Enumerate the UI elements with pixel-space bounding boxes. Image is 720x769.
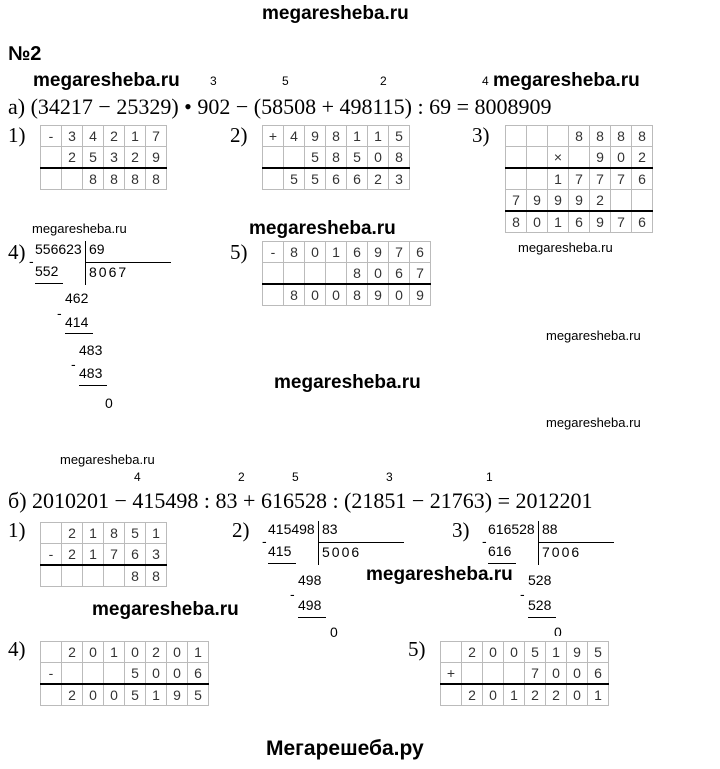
division-line — [65, 333, 93, 334]
grid-cell: 1 — [546, 642, 567, 663]
grid-cell: 2 — [462, 642, 483, 663]
step-label: 3) — [452, 518, 470, 542]
grid-cell: 8 — [284, 284, 305, 306]
grid-cell: 2 — [546, 684, 567, 706]
grid-cell: 2 — [62, 642, 83, 663]
grid-cell: 9 — [548, 190, 569, 212]
watermark: megaresheba.ru — [366, 564, 513, 585]
step-label: 4) — [8, 240, 26, 264]
division-line — [538, 521, 539, 565]
grid-cell: 1 — [588, 684, 609, 706]
division-line — [528, 617, 556, 618]
step-label: 5) — [408, 637, 426, 661]
grid-cell: 8 — [569, 126, 590, 147]
grid-cell — [41, 684, 62, 706]
grid-a5 — [262, 241, 431, 306]
grid-cell: 9 — [305, 126, 326, 147]
division-line — [488, 563, 516, 564]
grid-cell: 7 — [611, 211, 632, 233]
grid-cell — [83, 565, 104, 587]
equation-a: а) (34217 − 25329) • 902 − (58508 + 498115) : 69 = 8008909 — [8, 94, 552, 119]
grid-cell: 5 — [83, 147, 104, 169]
grid-cell: 0 — [368, 147, 389, 169]
grid-cell: 6 — [389, 263, 410, 285]
grid-cell: 9 — [590, 147, 611, 169]
grid-b1 — [40, 522, 167, 587]
order-mark: 2 — [238, 470, 245, 484]
grid-cell: 3 — [389, 168, 410, 190]
grid-cell — [284, 147, 305, 169]
grid-cell: 0 — [167, 642, 188, 663]
watermark-small: megaresheba.ru — [546, 328, 641, 343]
grid-cell — [527, 147, 548, 169]
grid-cell — [104, 565, 125, 587]
grid-cell: 1 — [188, 642, 209, 663]
division-value: 0 — [105, 395, 113, 411]
watermark: megaresheba.ru — [274, 372, 421, 393]
watermark-top: megaresheba.ru — [262, 3, 409, 24]
grid-cell: 6 — [588, 663, 609, 685]
grid-cell: 2 — [462, 684, 483, 706]
division-line — [85, 241, 86, 285]
division-value: - — [29, 253, 34, 269]
grid-cell: 8 — [326, 126, 347, 147]
division-value: 8067 — [89, 264, 129, 280]
grid-cell: 1 — [125, 126, 146, 147]
grid-cell: 2 — [632, 147, 653, 169]
division-line — [318, 521, 319, 565]
grid-a1 — [40, 125, 167, 190]
division-value: 7006 — [542, 544, 582, 560]
division-value: 415 — [268, 543, 292, 559]
order-mark: 4 — [482, 74, 489, 88]
division-line — [85, 262, 171, 263]
grid-cell: 8 — [347, 284, 368, 306]
grid-cell: 2 — [62, 523, 83, 544]
grid-cell: 7 — [410, 263, 431, 285]
grid-cell — [263, 168, 284, 190]
grid-b4 — [40, 641, 209, 706]
grid-cell — [441, 642, 462, 663]
division-value: - — [290, 586, 295, 602]
grid-cell — [569, 147, 590, 169]
grid-cell — [506, 126, 527, 147]
grid-cell: 5 — [125, 523, 146, 544]
division-value: 498 — [298, 597, 322, 613]
grid-cell: 5 — [525, 642, 546, 663]
watermark: megaresheba.ru — [33, 70, 180, 91]
division-value: 0 — [330, 624, 338, 640]
grid-cell: 9 — [167, 684, 188, 706]
grid-cell: 2 — [146, 642, 167, 663]
order-mark: 3 — [386, 470, 393, 484]
division-value: 616 — [488, 543, 512, 559]
watermark-small: megaresheba.ru — [60, 452, 155, 467]
grid-cell: 2 — [125, 147, 146, 169]
watermark-small: megaresheba.ru — [518, 240, 613, 255]
grid-cell — [41, 565, 62, 587]
grid-cell — [62, 565, 83, 587]
grid-cell: 3 — [104, 147, 125, 169]
grid-cell: 7 — [590, 168, 611, 190]
division-line — [79, 385, 107, 386]
step-label: 1) — [8, 518, 26, 542]
grid-cell: - — [263, 242, 284, 263]
division-value: - — [482, 533, 487, 549]
division-value: 483 — [79, 342, 103, 358]
order-mark: 2 — [380, 74, 387, 88]
grid-cell: 7 — [611, 168, 632, 190]
grid-cell: 8 — [326, 147, 347, 169]
grid-cell — [504, 663, 525, 685]
grid-cell: 7 — [389, 242, 410, 263]
step-label: 4) — [8, 637, 26, 661]
grid-cell: 6 — [410, 242, 431, 263]
problem-number: №2 — [8, 43, 42, 65]
grid-cell: 9 — [410, 284, 431, 306]
grid-cell: 7 — [104, 544, 125, 566]
order-mark: 5 — [282, 74, 289, 88]
division-value: 88 — [542, 521, 558, 537]
division-value: 83 — [322, 521, 338, 537]
grid-cell: 7 — [525, 663, 546, 685]
division-value: 69 — [89, 241, 105, 257]
grid-cell — [104, 663, 125, 685]
grid-cell: 6 — [188, 663, 209, 685]
division-b2 — [262, 521, 418, 641]
step-label: 1) — [8, 123, 26, 147]
grid-cell: 4 — [83, 126, 104, 147]
grid-cell — [441, 684, 462, 706]
grid-cell — [263, 263, 284, 285]
step-label: 2) — [230, 123, 248, 147]
grid-cell: 9 — [590, 211, 611, 233]
grid-cell — [41, 147, 62, 169]
grid-cell — [305, 263, 326, 285]
division-value: - — [262, 533, 267, 549]
grid-cell: 3 — [146, 544, 167, 566]
grid-cell — [527, 126, 548, 147]
grid-cell: 8 — [125, 565, 146, 587]
grid-cell: 1 — [548, 168, 569, 190]
grid-cell: 0 — [326, 284, 347, 306]
division-a4 — [29, 241, 185, 421]
grid-cell — [462, 663, 483, 685]
grid-cell — [611, 190, 632, 212]
grid-cell — [284, 263, 305, 285]
grid-b5 — [440, 641, 609, 706]
grid-cell — [548, 126, 569, 147]
grid-cell: 1 — [504, 684, 525, 706]
watermark: megaresheba.ru — [493, 70, 640, 91]
grid-cell: 0 — [483, 684, 504, 706]
grid-cell: 8 — [104, 523, 125, 544]
grid-cell: 0 — [83, 684, 104, 706]
grid-cell: 8 — [104, 168, 125, 190]
grid-cell — [326, 263, 347, 285]
grid-cell: 6 — [347, 168, 368, 190]
grid-cell: 6 — [632, 168, 653, 190]
grid-cell: 0 — [104, 684, 125, 706]
grid-cell: 0 — [567, 684, 588, 706]
grid-cell: 8 — [632, 126, 653, 147]
grid-cell: 0 — [125, 642, 146, 663]
grid-cell: 1 — [368, 126, 389, 147]
grid-a2 — [262, 125, 410, 190]
grid-cell: 1 — [146, 523, 167, 544]
grid-cell: 7 — [569, 168, 590, 190]
grid-cell: 0 — [527, 211, 548, 233]
grid-cell: 5 — [389, 126, 410, 147]
division-value: 414 — [65, 314, 89, 330]
grid-cell: 6 — [632, 211, 653, 233]
grid-cell: 2 — [525, 684, 546, 706]
grid-a3 — [505, 125, 653, 233]
grid-cell: 0 — [546, 663, 567, 685]
grid-cell: 1 — [83, 544, 104, 566]
division-value: - — [57, 305, 62, 321]
grid-cell: 1 — [548, 211, 569, 233]
watermark-small: megaresheba.ru — [32, 221, 127, 236]
grid-cell: 4 — [284, 126, 305, 147]
grid-cell: 2 — [62, 684, 83, 706]
division-value: 5006 — [322, 544, 362, 560]
grid-cell: 5 — [305, 168, 326, 190]
grid-cell: 5 — [188, 684, 209, 706]
grid-cell: 5 — [305, 147, 326, 169]
grid-cell: 1 — [104, 642, 125, 663]
division-value: 552 — [35, 263, 59, 279]
grid-cell: 0 — [611, 147, 632, 169]
division-value: 483 — [79, 365, 103, 381]
grid-cell: 1 — [83, 523, 104, 544]
grid-cell: - — [41, 126, 62, 147]
step-label: 3) — [472, 123, 490, 147]
grid-cell — [41, 642, 62, 663]
division-value: 0 — [554, 624, 562, 636]
grid-cell: 6 — [326, 168, 347, 190]
order-mark: 4 — [134, 470, 141, 484]
order-mark: 1 — [486, 470, 493, 484]
grid-cell — [506, 168, 527, 190]
grid-cell: 0 — [146, 663, 167, 685]
grid-cell: 0 — [389, 284, 410, 306]
grid-cell: 8 — [347, 263, 368, 285]
grid-cell: 2 — [590, 190, 611, 212]
grid-cell: 5 — [588, 642, 609, 663]
grid-cell: 2 — [104, 126, 125, 147]
grid-cell — [263, 147, 284, 169]
division-line — [268, 563, 296, 564]
grid-cell: 8 — [590, 126, 611, 147]
step-label: 2) — [232, 518, 250, 542]
grid-cell — [527, 168, 548, 190]
grid-cell — [83, 663, 104, 685]
division-line — [35, 283, 63, 284]
grid-cell: + — [441, 663, 462, 685]
division-value: - — [520, 586, 525, 602]
grid-cell: 0 — [305, 284, 326, 306]
grid-cell: 2 — [62, 147, 83, 169]
grid-cell: 7 — [146, 126, 167, 147]
grid-cell: 6 — [347, 242, 368, 263]
grid-cell: 0 — [305, 242, 326, 263]
division-value: 528 — [528, 597, 552, 613]
order-mark: 3 — [210, 74, 217, 88]
grid-cell: × — [548, 147, 569, 169]
grid-cell: 1 — [326, 242, 347, 263]
grid-cell: 3 — [62, 126, 83, 147]
watermark-bottom: Мегарешеба.ру — [266, 737, 424, 760]
grid-cell — [41, 168, 62, 190]
grid-cell — [62, 168, 83, 190]
division-value: 528 — [528, 572, 552, 588]
grid-cell: 9 — [567, 642, 588, 663]
grid-cell: 9 — [368, 284, 389, 306]
grid-cell: 8 — [83, 168, 104, 190]
grid-cell — [483, 663, 504, 685]
grid-cell: 2 — [62, 544, 83, 566]
order-mark: 5 — [292, 470, 299, 484]
grid-cell: 7 — [506, 190, 527, 212]
grid-cell: 9 — [527, 190, 548, 212]
grid-cell — [41, 523, 62, 544]
division-b3 — [482, 521, 638, 641]
grid-cell: - — [41, 663, 62, 685]
grid-cell — [263, 284, 284, 306]
grid-cell: 8 — [506, 211, 527, 233]
grid-cell: 0 — [504, 642, 525, 663]
watermark: megaresheba.ru — [249, 218, 396, 239]
grid-cell: 6 — [569, 211, 590, 233]
equation-b: б) 2010201 − 415498 : 83 + 616528 : (21851 − 21763) = 2012201 — [8, 488, 593, 513]
grid-cell: + — [263, 126, 284, 147]
grid-cell: 2 — [368, 168, 389, 190]
grid-cell: 9 — [146, 147, 167, 169]
division-line — [538, 542, 614, 543]
grid-cell: 8 — [611, 126, 632, 147]
grid-cell: 0 — [483, 642, 504, 663]
grid-cell: 9 — [368, 242, 389, 263]
grid-cell: 6 — [125, 544, 146, 566]
grid-cell — [632, 190, 653, 212]
grid-cell: 9 — [569, 190, 590, 212]
grid-cell: 0 — [368, 263, 389, 285]
grid-cell: 5 — [125, 663, 146, 685]
grid-cell: 8 — [146, 565, 167, 587]
grid-cell: 1 — [347, 126, 368, 147]
division-value: 616528 — [488, 521, 535, 537]
grid-cell: 8 — [125, 168, 146, 190]
grid-cell: 8 — [389, 147, 410, 169]
grid-cell: 1 — [146, 684, 167, 706]
grid-cell — [506, 147, 527, 169]
division-value: 415498 — [268, 521, 315, 537]
grid-cell: - — [41, 544, 62, 566]
step-label: 5) — [230, 240, 248, 264]
grid-cell: 5 — [284, 168, 305, 190]
grid-cell: 8 — [146, 168, 167, 190]
division-line — [298, 617, 326, 618]
division-value: 498 — [298, 572, 322, 588]
grid-cell: 8 — [284, 242, 305, 263]
grid-cell: 5 — [347, 147, 368, 169]
division-line — [318, 542, 404, 543]
watermark-small: megaresheba.ru — [546, 415, 641, 430]
grid-cell: 0 — [83, 642, 104, 663]
grid-cell — [62, 663, 83, 685]
grid-cell: 5 — [125, 684, 146, 706]
division-value: 462 — [65, 290, 89, 306]
watermark: megaresheba.ru — [92, 599, 239, 620]
grid-cell: 0 — [567, 663, 588, 685]
division-value: - — [71, 356, 76, 372]
grid-cell: 0 — [167, 663, 188, 685]
division-value: 556623 — [35, 241, 82, 257]
